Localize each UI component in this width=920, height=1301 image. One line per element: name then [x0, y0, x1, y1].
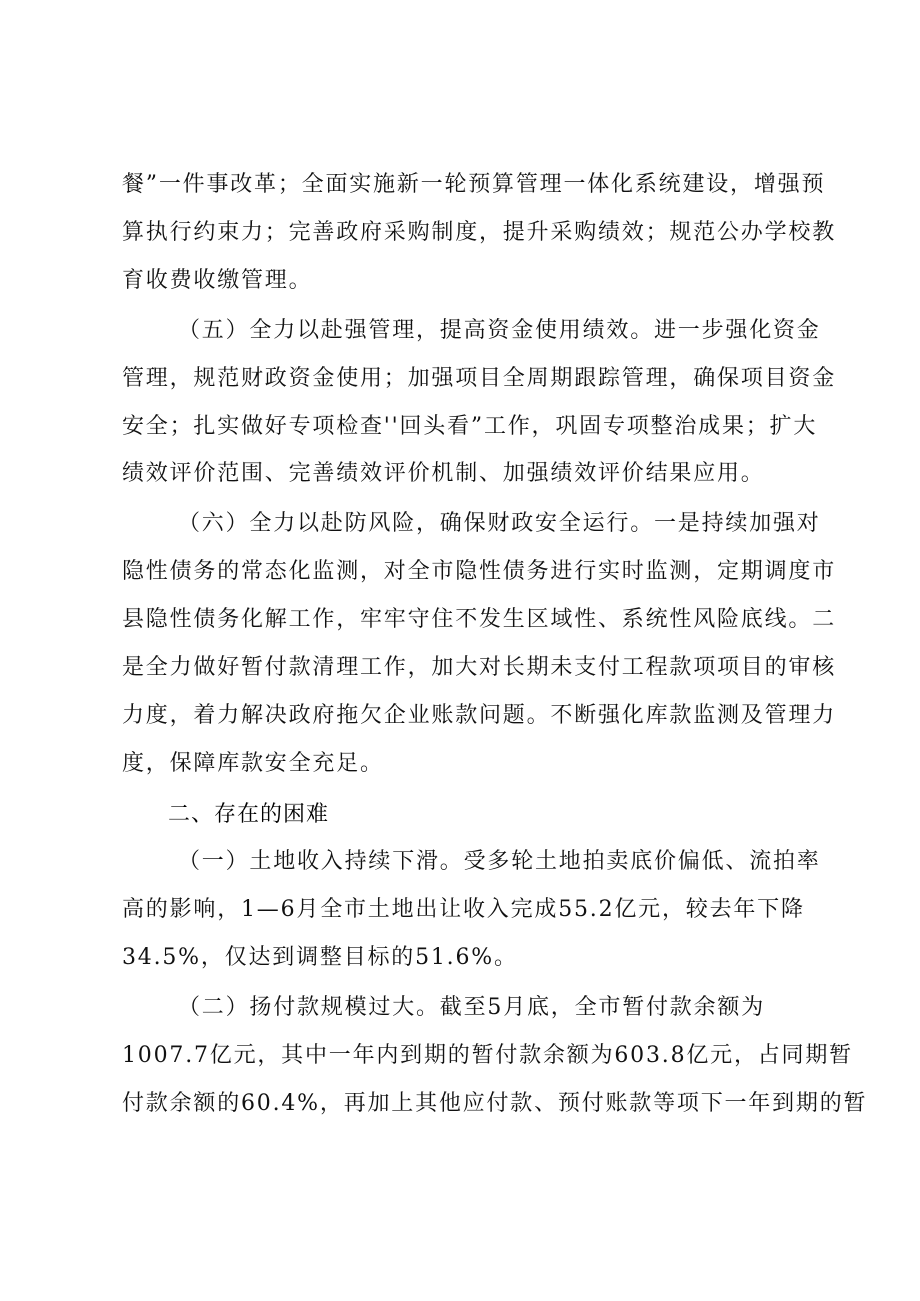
paragraph-line: 安全；扎实做好专项检查''回头看”工作，巩固专项整治成果；扩大	[122, 414, 818, 439]
paragraph-line: （二）扬付款规模过大。截至5月底，全市暂付款余额为	[178, 995, 765, 1020]
paragraph-line: 高的影响，1—6月全市土地出让收入完成55.2亿元，较去年下降	[122, 897, 805, 922]
paragraph-line: 育收费收缴管理。	[122, 268, 313, 293]
paragraph-line: 管理，规范财政资金使用；加强项目全周期跟踪管理，确保项目资金	[122, 366, 837, 391]
paragraph-line: （五）全力以赴强管理，提高资金使用绩效。进一步强化资金	[178, 318, 821, 343]
paragraph-line: 餐”一件事改革；全面实施新一轮预算管理一体化系统建设，增强预	[122, 172, 826, 197]
section-heading: 二、存在的困难	[168, 802, 330, 827]
paragraph-line: 34.5%，仅达到调整目标的51.6%。	[122, 945, 518, 970]
paragraph-line: 算执行约束力；完善政府采购制度，提升采购绩效；规范公办学校教	[122, 220, 837, 245]
paragraph-line: 县隐性债务化解工作，牢牢守住不发生区域性、系统性风险底线。二	[122, 607, 837, 632]
paragraph-line: 隐性债务的常态化监测，对全市隐性债务进行实时监测，定期调度市	[122, 559, 837, 584]
paragraph-line: （六）全力以赴防风险，确保财政安全运行。一是持续加强对	[178, 511, 821, 536]
paragraph-line: （一）土地收入持续下滑。受多轮土地拍卖底价偏低、流拍率	[178, 849, 821, 874]
paragraph-line: 度，保障库款安全充足。	[122, 751, 384, 776]
paragraph-line: 1007.7亿元，其中一年内到期的暂付款余额为603.8亿元，占同期暂	[122, 1043, 853, 1068]
paragraph-line: 绩效评价范围、完善绩效评价机制、加强绩效评价结果应用。	[122, 461, 765, 486]
paragraph-line: 力度，着力解决政府拖欠企业账款问题。不断强化库款监测及管理力	[122, 703, 837, 728]
paragraph-line: 是全力做好暂付款清理工作，加大对长期未支付工程款项项目的审核	[122, 655, 837, 680]
paragraph-line: 付款余额的60.4%，再加上其他应付款、预付账款等项下一年到期的暂	[122, 1091, 868, 1116]
